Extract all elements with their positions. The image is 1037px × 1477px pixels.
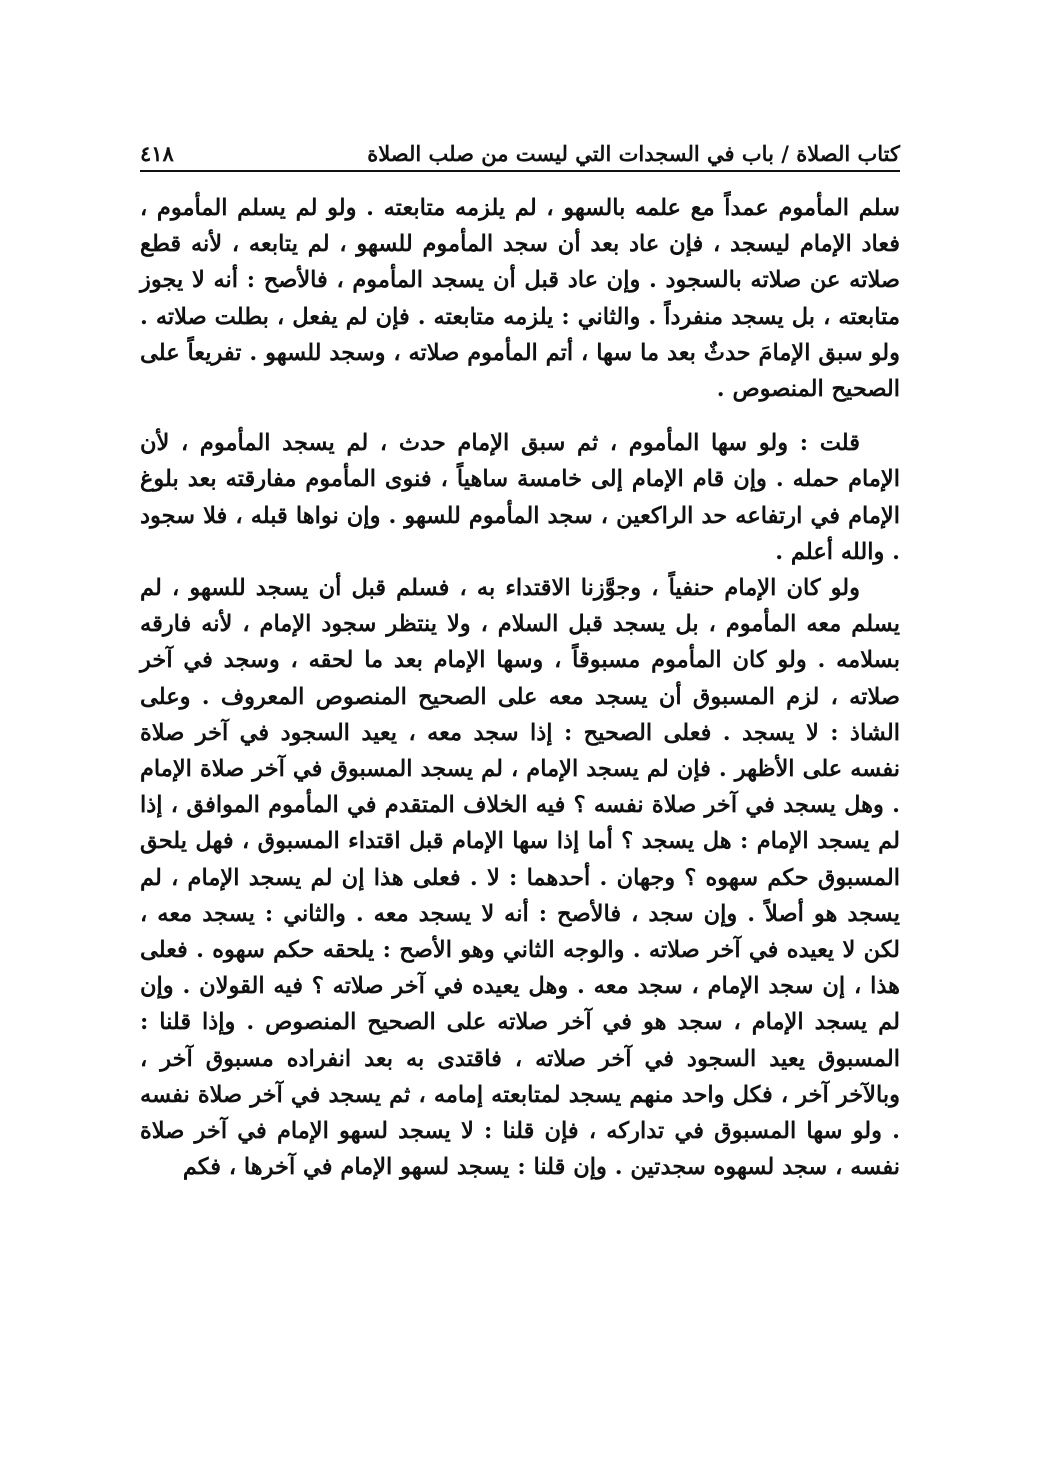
paragraph-2 — [140, 425, 900, 570]
paragraph-1-text: سلم المأموم عمداً مع علمه بالسهو ، لم يلزمه متابعته . ولو لم يسلم المأموم ، فعاد الإمام ليسجد ، فإن عاد بعد أن سجد المأموم للسهو ، لم يتابعه ، لأنه قطع صلاته عن صلاته بالسجود . وإن عاد قبل أن يسجد المأموم ، فالأصح : أنه لا يجوز متابعته ، بل يسجد منفرداً . والثاني : يلزمه متابعته . فإن لم يفعل ، بطلت صلاته . ولو سبق الإمامَ حدثٌ بعد ما سها ، أتم المأموم صلاته ، وسجد للسهو . تفريعاً على الصحيح المنصوص . — [140, 195, 900, 403]
header-divider — [140, 170, 900, 172]
paragraph-1 — [140, 190, 900, 407]
paragraph-3-text: ولو كان الإمام حنفياً ، وجوَّزنا الاقتداء به ، فسلم قبل أن يسجد للسهو ، لم يسلم معه المأموم ، بل يسجد قبل السلام ، ولا ينتظر سجود الإمام ، لأنه فارقه بسلامه . ولو كان المأموم مسبوقاً ، وسها الإمام بعد ما لحقه ، وسجد في آخر صلاته ، لزم المسبوق أن يسجد معه على الصحيح المنصوص المعروف . وعلى الشاذ : لا يسجد . فعلى الصحيح : إذا سجد معه ، يعيد السجود في آخر صلاة نفسه على الأظهر . فإن لم يسجد الإمام ، لم يسجد المسبوق في آخر صلاة الإمام . وهل يسجد في آخر صلاة نفسه ؟ فيه الخلاف المتقدم في المأموم الموافق ، إذا لم يسجد الإمام : هل يسجد ؟ أما إذا سها الإمام قبل اقتداء المسبوق ، فهل يلحق المسبوق حكم سهوه ؟ وجهان . أحدهما : لا . فعلى هذا إن لم يسجد الإمام ، لم يسجد هو أصلاً . وإن سجد ، فالأصح : أنه لا يسجد معه . والثاني : يسجد معه ، لكن لا يعيده في آخر صلاته . والوجه الثاني وهو الأصح : يلحقه حكم سهوه . فعلى هذا ، إن سجد الإمام ، سجد معه . وهل يعيده في آخر صلاته ؟ فيه القولان . وإن لم يسجد الإمام ، سجد هو في آخر صلاته على الصحيح المنصوص . وإذا قلنا : المسبوق يعيد السجود في آخر صلاته ، فاقتدى به بعد انفراده مسبوق آخر ، وبالآخر آخر ، فكل واحد منهم يسجد لمتابعته إمامه ، ثم يسجد في آخر صلاة نفسه . ولو سها المسبوق في تداركه ، فإن قلنا : لا يسجد لسهو الإمام في آخر صلاة نفسه ، سجد لسهوه سجدتين . وإن قلنا : يسجد لسهو الإمام في آخرها ، فكم — [140, 575, 900, 1181]
paragraph-2-lead: قلت : — [799, 430, 861, 457]
page-body — [140, 190, 900, 1185]
paragraph-2-text: ولو سها المأموم ، ثم سبق الإمام حدث ، لم يسجد المأموم ، لأن الإمام حمله . وإن قام الإمام إلى خامسة ساهياً ، فنوى المأموم مفارقته بعد بلوغ الإمام في ارتفاعه حد الراكعين ، سجد المأموم للسهو . وإن نواها قبله ، فلا سجود . والله أعلم . — [140, 430, 900, 565]
paragraph-3 — [140, 570, 900, 1185]
page-header — [140, 128, 900, 166]
page-number: ٤١٨ — [140, 141, 174, 166]
running-title: كتاب الصلاة / باب في السجدات التي ليست من صلب الصلاة — [367, 141, 900, 166]
